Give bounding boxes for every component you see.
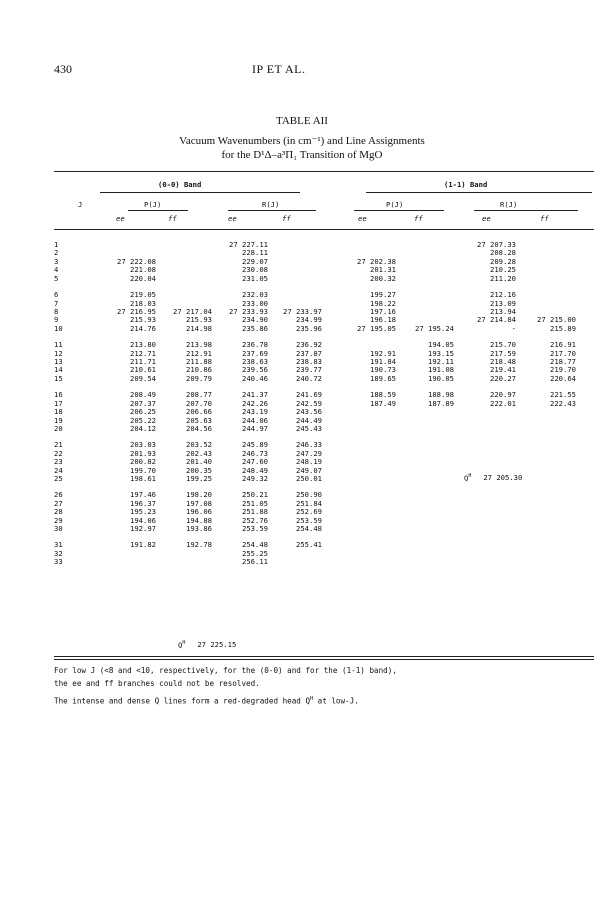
cell-r-ff-00: 252.69 [296,507,322,517]
cell-p-ee-00: 209.54 [130,373,156,383]
cell-p-ee-11: 187.49 [370,398,396,408]
cell-r-ee-00: 241.37 [242,390,268,400]
cell-p-ee-11: 27 195.05 [357,323,396,333]
band-left-header: (0-0) Band [158,180,202,189]
sub-ee-2: ee [228,214,237,223]
cell-r-ff-00: 240.72 [296,373,322,383]
cell-r-ee-11: 210.25 [490,265,516,275]
sub-ee-4: ee [482,214,491,223]
cell-r-ee-00: 244.06 [242,415,268,425]
table-bottom-rule-2 [54,659,594,660]
cell-p-ff-00: 27 217.04 [173,306,212,316]
sub-ee-3: ee [358,214,367,223]
cell-r-ee-00: 229.07 [242,256,268,266]
cell-r-ff-00: 244.49 [296,415,322,425]
cell-r-ee-00: 256.11 [242,557,268,567]
cell-r-ff-11: 217.70 [550,348,576,358]
cell-r-ee-11: 212.16 [490,290,516,300]
cell-r-ff-00: 251.84 [296,498,322,508]
cell-r-ff-00: 237.87 [296,348,322,358]
cell-p-ff-11: 190.05 [428,373,454,383]
cell-j: 27 [54,498,63,508]
table-bottom-rule-1 [54,656,594,657]
cell-j: 1 [54,240,59,249]
cell-p-ff-11: 194.05 [428,340,454,350]
note-line-1: For low J (<8 and <10, respectively, for the (0-0) and for the (1-1) band), [54,666,397,675]
cell-r-ff-11: 218.77 [550,357,576,366]
cell-r-ee-11: - [511,323,516,333]
cell-p-ff-00: 212.91 [186,348,212,358]
cell-p-ff-11: 27 195.24 [415,323,454,333]
cell-r-ff-11: 222.43 [550,398,576,408]
cell-p-ee-11: 192.91 [370,348,396,358]
cell-r-ff-00: 249.07 [296,465,322,475]
cell-r-ff-11: 220.64 [550,373,576,383]
cell-j: 6 [54,290,59,300]
cell-p-ff-00: 193.86 [186,524,212,534]
cell-r-ff-00: 236.92 [296,340,322,350]
cell-r-ee-00: 254.48 [242,540,268,550]
cell-r-ee-11: 219.41 [490,365,516,375]
cell-p-ff-00: 196.06 [186,507,212,517]
cell-j: 18 [54,407,63,417]
cell-r-ee-00: 239.56 [242,365,268,375]
cell-p-ee-00: 207.37 [130,398,156,408]
cell-p-ff-00: 210.86 [186,365,212,375]
cell-j: 26 [54,490,63,500]
cell-p-ff-00: 204.56 [186,423,212,433]
cell-j: 29 [54,515,63,525]
cell-r-ff-11: 219.70 [550,365,576,375]
cell-r-ee-11: 27 214.84 [477,315,516,325]
cell-j: 7 [54,298,59,308]
cell-j: 33 [54,557,63,567]
cell-r-ee-11: 217.59 [490,348,516,358]
table-caption-line2: for the D¹Δ–a³Π₁ Transition of MgO [221,149,383,161]
p-right-underline [354,210,444,211]
qh-left-label: Q [178,640,183,650]
cell-r-ee-00: 27 233.93 [229,306,268,316]
cell-p-ee-00: 211.71 [130,357,156,366]
cell-r-ff-00: 242.59 [296,398,322,408]
note-line-3 [54,696,359,706]
sub-ff-3: ff [414,214,423,223]
cell-j: 11 [54,340,63,350]
cell-p-ee-00: 208.49 [130,390,156,400]
cell-p-ff-00: 198.20 [186,490,212,500]
note-line-3-pre: The intense and dense Q lines form a red-degraded head Q [54,696,311,706]
cell-j: 4 [54,265,59,275]
cell-r-ff-00: 247.29 [296,448,322,458]
cell-p-ee-00: 197.46 [130,490,156,500]
cell-p-ee-00: 210.61 [130,365,156,375]
band-left-underline [100,192,300,193]
cell-p-ff-11: 191.08 [428,365,454,375]
cell-r-ee-00: 232.03 [242,290,268,300]
cell-j: 32 [54,548,63,558]
cell-p-ee-00: 192.97 [130,524,156,534]
cell-r-ff-00: 254.48 [296,524,322,534]
cell-r-ff-00: 248.19 [296,457,322,467]
table-top-rule [54,171,594,172]
cell-j: 23 [54,457,63,467]
cell-r-ee-11: 211.20 [490,273,516,283]
cell-r-ee-00: 245.89 [242,440,268,450]
cell-p-ff-00: 201.40 [186,457,212,467]
cell-r-ee-00: 240.46 [242,373,268,383]
cell-j: 8 [54,306,59,316]
cell-p-ee-00: 206.25 [130,407,156,417]
cell-r-ee-00: 236.78 [242,340,268,350]
note-line-3-sup: H [310,696,314,702]
cell-p-ee-00: 198.61 [130,474,156,483]
cell-j: 15 [54,373,63,383]
cell-j: 16 [54,390,63,400]
cell-j: 13 [54,357,63,366]
cell-p-ff-00: 192.78 [186,540,212,550]
cell-p-ee-11: 188.59 [370,390,396,400]
cell-p-ff-00: 194.88 [186,515,212,525]
cell-p-ee-00: 212.71 [130,348,156,358]
cell-r-ee-00: 234.90 [242,315,268,325]
cell-p-ff-00: 213.98 [186,340,212,350]
cell-p-ee-00: 201.93 [130,448,156,458]
cell-j: 3 [54,256,59,266]
sub-ee-1: ee [116,214,125,223]
cell-j: 28 [54,507,63,517]
cell-p-ff-00: 206.66 [186,407,212,417]
r-right-underline [474,210,578,211]
cell-j: 2 [54,248,59,258]
cell-r-ee-11: 218.48 [490,357,516,366]
qh-left [178,640,236,649]
cell-p-ee-00: 27 222.08 [117,256,156,266]
cell-j: 17 [54,398,63,408]
cell-j: 14 [54,365,63,375]
cell-p-ff-00: 200.35 [186,465,212,475]
cell-p-ff-11: 188.98 [428,390,454,400]
col-r-right-header: R(J) [500,200,518,209]
cell-r-ee-00: 244.97 [242,423,268,433]
sub-ff-2: ff [282,214,291,223]
col-p-left-header: P(J) [144,200,162,209]
cell-j: 5 [54,273,59,283]
cell-p-ff-00: 211.88 [186,357,212,366]
qh-right-sup: H [468,473,472,479]
cell-r-ff-00: 27 233.97 [283,306,322,316]
cell-p-ee-00: 194.06 [130,515,156,525]
cell-r-ee-00: 253.59 [242,524,268,534]
cell-r-ff-00: 250.01 [296,474,322,483]
cell-j: 31 [54,540,63,550]
col-j-header: J [78,200,83,209]
cell-p-ee-00: 219.05 [130,290,156,300]
cell-p-ff-11: 187.89 [428,398,454,408]
cell-p-ee-00: 213.80 [130,340,156,350]
cell-r-ee-11: 220.27 [490,373,516,383]
note-line-2: the ee and ff branches could not be resolved. [54,679,260,688]
cell-p-ee-00: 221.08 [130,265,156,275]
cell-p-ff-00: 209.79 [186,373,212,383]
cell-r-ee-00: 252.76 [242,515,268,525]
cell-r-ee-00: 235.86 [242,323,268,333]
cell-r-ee-11: 209.28 [490,256,516,266]
cell-p-ee-11: 201.31 [370,265,396,275]
cell-r-ee-00: 248.49 [242,465,268,475]
cell-r-ff-00: 245.43 [296,423,322,433]
cell-r-ee-00: 233.00 [242,298,268,308]
cell-p-ee-00: 200.82 [130,457,156,467]
cell-p-ee-11: 191.84 [370,357,396,366]
cell-p-ff-00: 199.25 [186,474,212,483]
running-head: IP ET AL. [252,62,306,76]
cell-p-ff-11: 192.11 [428,357,454,366]
sub-ff-4: ff [540,214,549,223]
cell-p-ff-11: 193.15 [428,348,454,358]
cell-p-ff-00: 215.93 [186,315,212,325]
cell-r-ff-00: 243.56 [296,407,322,417]
cell-p-ff-00: 205.63 [186,415,212,425]
cell-r-ff-11: 216.91 [550,340,576,350]
cell-r-ee-00: 237.69 [242,348,268,358]
cell-p-ff-00: 202.43 [186,448,212,458]
band-right-header: (1-1) Band [444,180,488,189]
cell-p-ee-11: 189.65 [370,373,396,383]
band-right-underline [366,192,592,193]
cell-r-ee-00: 251.05 [242,498,268,508]
cell-j: 20 [54,423,63,433]
cell-r-ee-00: 246.73 [242,448,268,458]
cell-r-ff-11: 215.89 [550,323,576,333]
qh-right [464,473,522,482]
cell-r-ff-00: 235.96 [296,323,322,333]
cell-p-ee-11: 190.73 [370,365,396,375]
cell-p-ee-11: 27 202.38 [357,256,396,266]
cell-p-ee-00: 220.04 [130,273,156,283]
col-p-right-header: P(J) [386,200,404,209]
cell-p-ee-00: 196.37 [130,498,156,508]
cell-p-ee-11: 198.22 [370,298,396,308]
cell-p-ee-11: 200.32 [370,273,396,283]
cell-p-ee-11: 199.27 [370,290,396,300]
qh-left-value: 27 225.15 [197,640,237,650]
cell-r-ff-00: 239.77 [296,365,322,375]
cell-r-ee-00: 247.60 [242,457,268,467]
cell-p-ee-00: 191.82 [130,540,156,550]
cell-r-ee-00: 242.26 [242,398,268,408]
cell-p-ff-00: 208.77 [186,390,212,400]
cell-r-ee-00: 251.88 [242,507,268,517]
cell-p-ee-00: 27 216.95 [117,306,156,316]
cell-r-ee-00: 230.08 [242,265,268,275]
cell-p-ee-11: 196.18 [370,315,396,325]
cell-p-ee-00: 199.70 [130,465,156,475]
cell-r-ee-11: 222.01 [490,398,516,408]
r-left-underline [228,210,316,211]
table-label: TABLE AII [276,115,328,127]
cell-r-ee-00: 238.63 [242,357,268,366]
cell-r-ee-11: 215.70 [490,340,516,350]
cell-j: 12 [54,348,63,358]
cell-r-ff-00: 234.99 [296,315,322,325]
cell-r-ee-11: 213.94 [490,306,516,316]
cell-p-ee-00: 195.23 [130,507,156,517]
qh-right-label: Q [464,473,469,483]
cell-r-ff-11: 221.55 [550,390,576,400]
cell-r-ff-11: 27 215.00 [537,315,576,325]
cell-p-ee-00: 215.93 [130,315,156,325]
cell-j: 9 [54,315,59,325]
cell-j: 24 [54,465,63,475]
cell-p-ee-00: 203.03 [130,440,156,450]
sub-ff-1: ff [168,214,177,223]
cell-j: 25 [54,474,63,483]
cell-r-ee-00: 249.32 [242,474,268,483]
cell-j: 30 [54,524,63,534]
cell-p-ee-00: 204.12 [130,423,156,433]
cell-r-ee-00: 228.11 [242,248,268,258]
cell-r-ee-00: 231.05 [242,273,268,283]
cell-p-ee-00: 214.76 [130,323,156,333]
cell-r-ee-11: 208.28 [490,248,516,258]
cell-r-ff-00: 238.83 [296,357,322,366]
cell-j: 10 [54,323,63,333]
cell-r-ff-00: 255.41 [296,540,322,550]
cell-p-ee-00: 218.03 [130,298,156,308]
qh-left-sup: H [182,640,186,646]
table-head-rule [54,229,594,230]
cell-r-ee-00: 243.19 [242,407,268,417]
cell-j: 22 [54,448,63,458]
cell-r-ee-11: 213.09 [490,298,516,308]
cell-r-ff-00: 253.59 [296,515,322,525]
cell-j: 21 [54,440,63,450]
table-caption-line1: Vacuum Wavenumbers (in cm⁻¹) and Line Assignments [179,135,425,147]
cell-r-ee-00: 250.21 [242,490,268,500]
cell-r-ee-11: 220.97 [490,390,516,400]
cell-p-ff-00: 203.52 [186,440,212,450]
cell-j: 19 [54,415,63,425]
cell-p-ff-00: 214.98 [186,323,212,333]
cell-p-ee-00: 205.22 [130,415,156,425]
cell-p-ff-00: 207.70 [186,398,212,408]
cell-r-ee-11: 27 207.33 [477,240,516,249]
cell-r-ff-00: 250.90 [296,490,322,500]
cell-r-ee-00: 255.25 [242,548,268,558]
cell-r-ee-00: 27 227.11 [229,240,268,249]
page-number: 430 [54,62,72,76]
cell-p-ff-00: 197.08 [186,498,212,508]
p-left-underline [128,210,188,211]
note-line-3-post: at low-J. [313,696,359,706]
qh-right-value: 27 205.30 [483,473,523,483]
cell-p-ee-11: 197.16 [370,306,396,316]
col-r-left-header: R(J) [262,200,280,209]
cell-r-ff-00: 246.33 [296,440,322,450]
cell-r-ff-00: 241.69 [296,390,322,400]
